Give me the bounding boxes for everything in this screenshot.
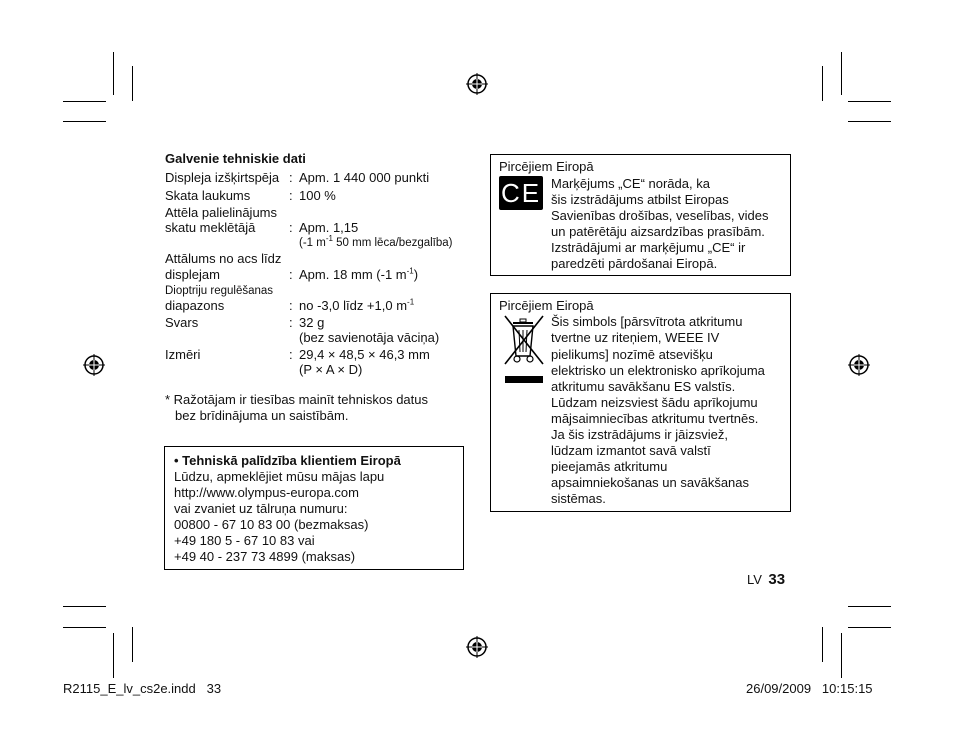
spec-label: Displeja izšķirtspēja: [165, 170, 280, 185]
footnote: bez brīdinājuma un saistībām.: [175, 408, 349, 423]
spec-value: 100 %: [299, 188, 336, 203]
spec-label: displejam: [165, 267, 220, 282]
spec-label: Attālums no acs līdz: [165, 251, 282, 266]
spec-label: Dioptriju regulēšanas: [165, 285, 274, 297]
support-line: vai zvaniet uz tālruņa numuru:: [174, 501, 348, 516]
registration-mark-icon: [848, 354, 870, 376]
support-phone: +49 180 5 - 67 10 83 vai: [174, 533, 315, 548]
weee-text-line: lūdzam izmantot savā valstī: [551, 443, 711, 458]
footnote: * Ražotājam ir tiesības mainīt tehniskos datus: [165, 392, 429, 407]
weee-box: [490, 293, 791, 512]
support-line: Lūdzu, apmeklējiet mūsu mājas lapu: [174, 469, 385, 484]
spec-note: (-1 $m^{-1}$ 50 mm lēca/bezgalība): [299, 234, 453, 249]
weee-text-line: sistēmas.: [551, 491, 606, 506]
spec-value: Apm. 1,15: [299, 220, 359, 235]
support-phone: 00800 - 67 10 83 00 (bezmaksas): [174, 517, 369, 532]
spec-colon: :: [289, 220, 293, 235]
registration-mark-icon: [466, 636, 488, 658]
ce-mark-icon: CE: [500, 178, 542, 208]
spec-colon: :: [289, 298, 293, 313]
ce-box-title: Pircējiem Eiropā: [499, 159, 594, 174]
weee-text-line: atkritumu savākšanu ES valstīs.: [551, 379, 736, 394]
ce-text-line: Izstrādājumi ar marķējumu „CE“ ir: [551, 240, 746, 255]
slug-file: R2115_E_lv_cs2e.indd 33: [63, 681, 222, 696]
spec-value: 32 g: [299, 315, 325, 330]
page-number: [747, 571, 785, 589]
spec-label: diapazons: [165, 298, 225, 313]
spec-colon: :: [289, 347, 293, 362]
spec-label: Skata laukums: [165, 188, 251, 203]
spec-label: Svars: [165, 315, 199, 330]
support-url[interactable]: http://www.olympus-europa.com: [174, 485, 359, 500]
slug-datetime: 26/09/2009 10:15:15: [746, 681, 873, 696]
registration-mark-icon: [466, 73, 488, 95]
spec-colon: :: [289, 315, 293, 330]
weee-text-line: Šis simbols [pārsvītrota atkritumu: [551, 314, 743, 329]
weee-text-line: elektrisko un elektronisko aprīkojuma: [551, 363, 765, 378]
spec-label: Attēla palielinājums: [165, 205, 278, 220]
spec-value: (bez savienotāja vāciņa): [299, 330, 440, 345]
specs-title: Galvenie tehniskie dati: [165, 151, 306, 166]
support-box: [164, 446, 464, 570]
spec-colon: :: [289, 170, 293, 185]
spec-value: Apm. 18 mm (-1 $m^{-1}$): [299, 266, 419, 282]
ce-text-line: šis izstrādājums atbilst Eiropas: [551, 192, 729, 207]
support-title: • Tehniskā palīdzība klientiem Eiropā: [174, 453, 401, 468]
weee-text-line: mājsaimniecības atkritumu tvertnēs.: [551, 411, 759, 426]
spec-colon: :: [289, 267, 293, 282]
spec-label: Izmēri: [165, 347, 201, 362]
weee-text-line: Lūdzam neizsviest šādu aprīkojumu: [551, 395, 758, 410]
spec-value: (P × A × D): [299, 362, 363, 377]
spec-value: no -3,0 līdz +1,0 $m^{-1}$: [299, 297, 415, 313]
ce-text-line: un patērētāju aizsardzības prasībām.: [551, 224, 765, 239]
spec-colon: :: [289, 188, 293, 203]
registration-mark-icon: [83, 354, 105, 376]
weee-text-line: tvertne uz riteņiem, WEEE IV: [551, 330, 720, 345]
spec-value: 29,4 × 48,5 × 46,3 mm: [299, 347, 430, 362]
weee-text-line: Ja šis izstrādājums ir jāizsviež,: [551, 427, 728, 442]
crossed-out-wheelie-bin-icon: [503, 314, 547, 388]
support-phone: +49 40 - 237 73 4899 (maksas): [174, 549, 356, 564]
weee-box-title: Pircējiem Eiropā: [499, 298, 594, 313]
ce-text-line: Marķējums „CE“ norāda, ka: [551, 176, 710, 191]
spec-value: Apm. 1 440 000 punkti: [299, 170, 430, 185]
ce-text-line: Savienības drošības, veselības, vides: [551, 208, 769, 223]
page-lang: LV: [747, 572, 762, 587]
ce-text-line: paredzēti pārdošanai Eiropā.: [551, 256, 718, 271]
weee-text-line: pieejamās atkritumu: [551, 459, 668, 474]
ce-box: [490, 154, 791, 276]
page-num: 33: [768, 571, 786, 588]
weee-text-line: pielikums] nozīmē atsevišķu: [551, 347, 713, 362]
spec-label: skatu meklētājā: [165, 220, 256, 235]
weee-text-line: apsaimniekošanas un savākšanas: [551, 475, 750, 490]
